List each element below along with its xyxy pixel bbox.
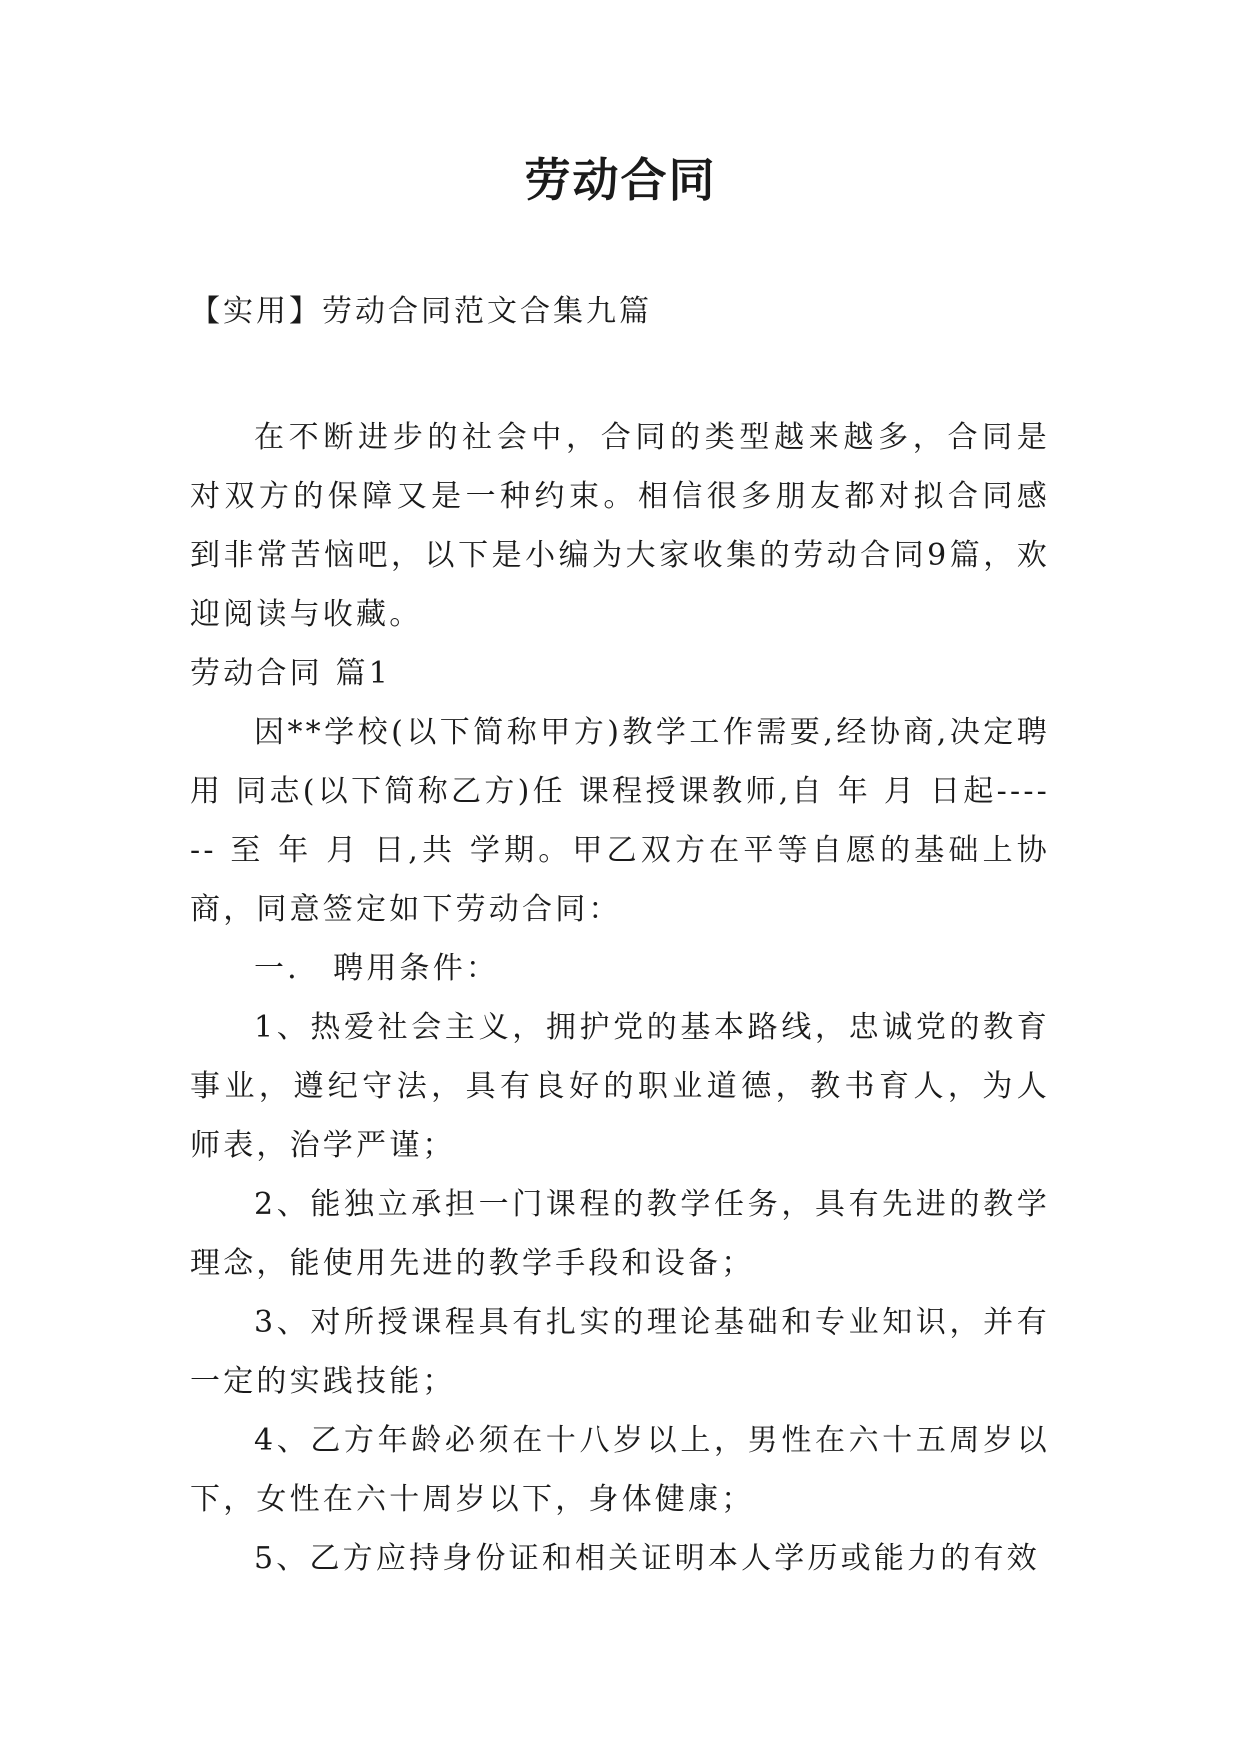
document-title: 劳动合同 [524,153,717,207]
intro-paragraph: 在不断进步的社会中，合同的类型越来越多，合同是对双方的保障又是一种约束。相信很多朋友都对拟合同感到非常苦恼吧，以下是小编为大家收集的劳动合同9篇，欢迎阅读与收藏。 [190,420,1050,632]
clause-item-2: 2、能独立承担一门课程的教学任务，具有先进的教学理念，能使用先进的教学手段和设备； [190,1187,1050,1281]
document-subtitle: 【实用】劳动合同范文合集九篇 [190,294,652,329]
clause-item-1: 1、热爱社会主义，拥护党的基本路线，忠诚党的教育事业，遵纪守法，具有良好的职业道德，教书育人，为人师表，治学严谨； [190,1010,1050,1163]
preamble-paragraph: 因**学校(以下简称甲方)教学工作需要,经协商,决定聘用 同志(以下简称乙方)任 课程授课教师,自 年 月 日起------ 至 年 月 日,共 学期。甲乙双方在平等自愿的基础上协商，同意签定如下劳动合同： [190,715,1050,927]
clause-item-4: 4、乙方年龄必须在十八岁以上，男性在六十五周岁以下，女性在六十周岁以下，身体健康； [190,1423,1050,1517]
clause-heading: 一． 聘用条件： [254,951,500,986]
document-body [190,408,1050,1588]
section-heading: 劳动合同 篇1 [190,656,392,691]
clause-item-5: 5、乙方应持身份证和相关证明本人学历或能力的有效 [254,1541,1040,1576]
clause-item-3: 3、对所授课程具有扎实的理论基础和专业知识，并有一定的实践技能； [190,1305,1050,1399]
